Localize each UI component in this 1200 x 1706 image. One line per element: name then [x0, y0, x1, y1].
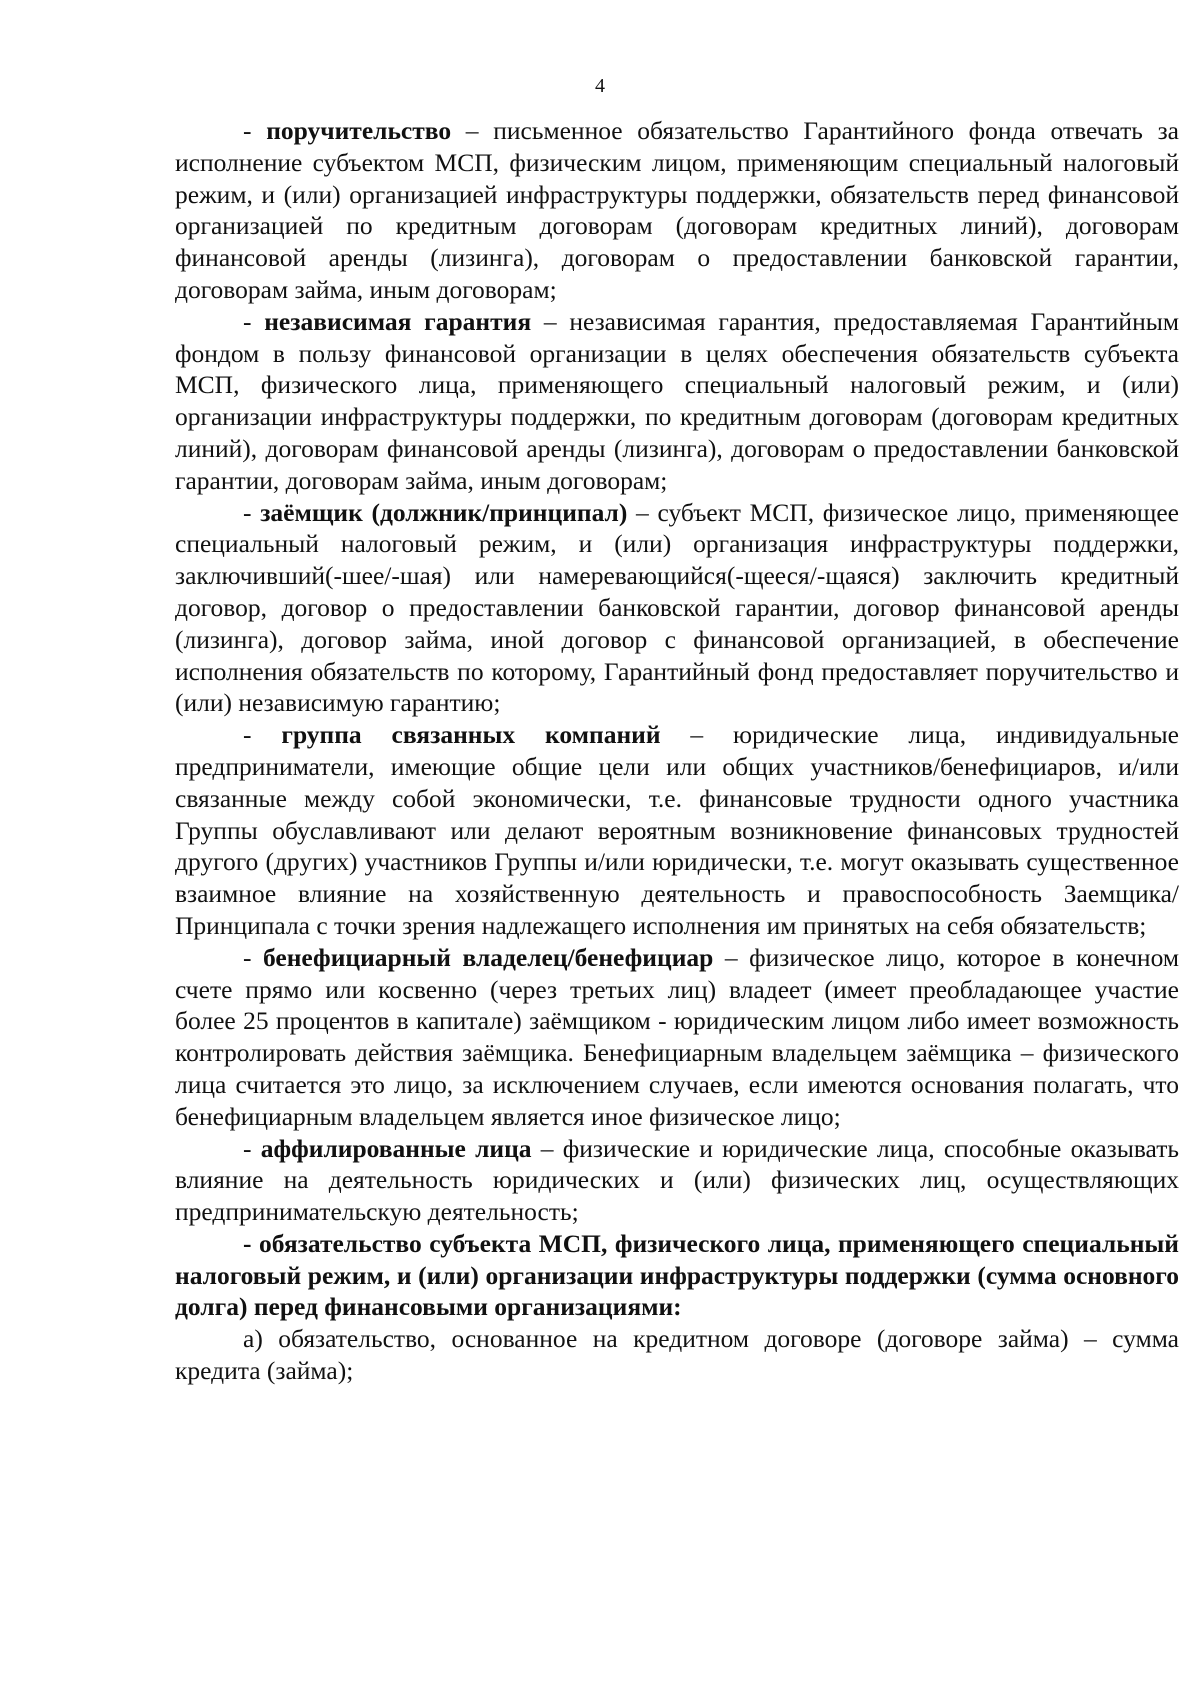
definition-dash: - [243, 1133, 261, 1163]
page-number: 4 [595, 75, 605, 97]
obligation-item-a: а) обязательство, основанное на кредитном договоре (договоре займа) – сумма кредита (займа); [175, 1324, 1179, 1386]
definition-paragraph [175, 719, 1179, 942]
definition-dash: - [243, 306, 265, 336]
definition-term: аффилированные лица [260, 1133, 532, 1163]
definition-dash: - [243, 116, 267, 145]
definition-text: – физическое лицо, которое в конечном счете прямо или косвенно (через третьих лиц) владеет (имеет преобладающее участие более 25 процентов в капитале) заёмщиком - юридическим лицом либо имеет возможность контролировать действия заёмщика. Бенефициарным владельцем заёмщика – физического лица считается это лицо, за исключением случаев, если имеются основания полагать, что бенефициарным владельцем является иное физическое лицо; [175, 942, 1179, 1131]
definition-text: – юридические лица, индивидуальные предприниматели, имеющие общие цели или общих участников/бенефициаров, и/или связанные между собой экономически, т.е. финансовые трудности одного участника Группы обуславливают или делают вероятным возникновение финансовых трудностей другого (других) участников Группы и/или юридически, т.е. могут оказывать существенное взаимное влияние на хозяйственную деятельность и правоспособность Заемщика/Принципала с точки зрения надлежащего исполнения им принятых на себя обязательств; [175, 720, 1179, 940]
definition-dash: - [243, 942, 263, 972]
definition-dash: - [243, 720, 282, 750]
definition-text: – письменное обязательство Гарантийного фонда отвечать за исполнение субъектом МСП, физическим лицом, применяющим специальный налоговый режим, и (или) организацией инфраструктуры поддержки, обязательств перед финансовой организацией по кредитным договорам (договорам кредитных линий), договорам финансовой аренды (лизинга), договорам о предоставлении банковской гарантии, договорам займа, иным договорам; [175, 116, 1179, 304]
obligation-heading: - обязательство субъекта МСП, физического лица, применяющего специальный налоговый режим, и (или) организации инфраструктуры поддержки (сумма основного долга) перед финансовыми организациями: [175, 1228, 1179, 1322]
definition-paragraph [175, 942, 1179, 1133]
definition-paragraph [175, 306, 1179, 497]
definition-term: заёмщик (должник/принципал) [260, 497, 628, 527]
definition-text: – независимая гарантия, предоставляемая Гарантийным фондом в пользу финансовой организации в целях обеспечения обязательств субъекта МСП, физического лица, применяющего специальный налоговый режим, и (или) организации инфраструктуры поддержки, по кредитным договорам (договорам кредитных линий), договорам финансовой аренды (лизинга), договорам о предоставлении банковской гарантии, договорам займа, иным договорам; [175, 306, 1179, 495]
definition-term: независимая гарантия [264, 306, 532, 336]
definition-term: группа связанных компаний [281, 720, 661, 750]
definition-dash: - [243, 497, 261, 527]
definition-term: бенефициарный владелец/бенефициар [263, 942, 714, 972]
definition-term: поручительство [266, 116, 452, 145]
definition-paragraph [175, 115, 1179, 306]
definition-text: – физические и юридические лица, способные оказывать влияние на деятельность юридических и (или) физических лиц, осуществляющих предпринимательскую деятельность; [175, 1133, 1179, 1227]
definition-paragraph [175, 1133, 1179, 1228]
document-body [175, 115, 1179, 1387]
definition-text: – субъект МСП, физическое лицо, применяющее специальный налоговый режим, и (или) организация инфраструктуры поддержки, заключивший(-шее/-шая) или намеревающийся(-щееся/-щаяся) заключить кредитный договор, договор о предоставлении банковской гарантии, договор финансовой аренды (лизинга), договор займа, иной договор с финансовой организацией, в обеспечение исполнения обязательств по которому, Гарантийный фонд предоставляет поручительство и (или) независимую гарантию; [175, 497, 1179, 718]
definition-paragraph [175, 497, 1179, 720]
